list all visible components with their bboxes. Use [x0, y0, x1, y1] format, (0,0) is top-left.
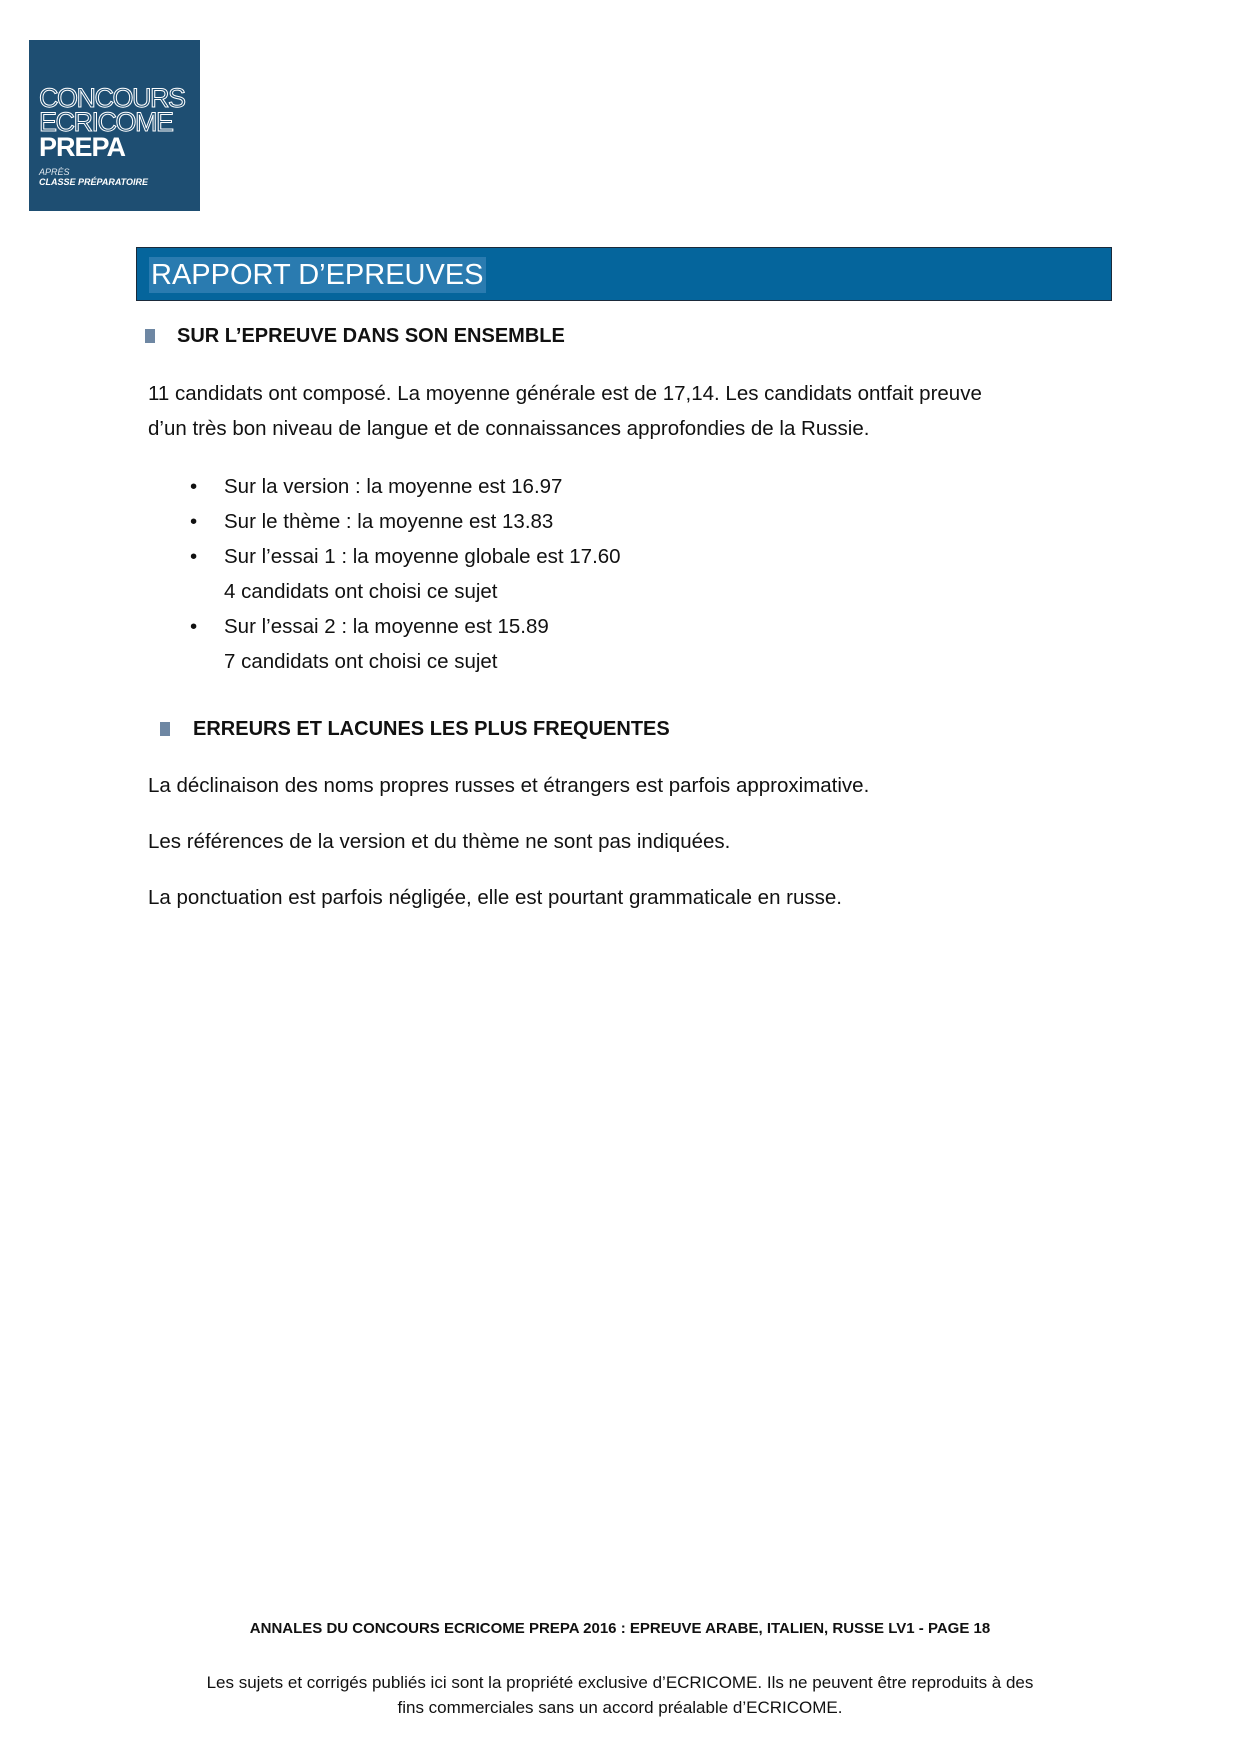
list-item-text: Sur l’essai 1 : la moyenne globale est 17.60 [224, 545, 621, 568]
section-heading-text: SUR L’EPREUVE DANS SON ENSEMBLE [177, 325, 565, 347]
logo-line-prepa: PREPA [39, 132, 126, 162]
square-bullet-icon [160, 722, 170, 736]
page-title: RAPPORT D’EPREUVES [151, 259, 484, 291]
footer-note-line-1: Les sujets et corrigés publiés ici sont la propriété exclusive d’ECRICOME. Ils ne peuvent être reproduits à des [206, 1673, 1034, 1692]
list-item-text: Sur l’essai 2 : la moyenne est 15.89 [224, 615, 549, 638]
list-item [190, 504, 621, 539]
list-item [190, 539, 621, 609]
logo-line-apres: APRÈS [39, 167, 70, 177]
bullet-dot-icon: • [190, 545, 198, 568]
bullet-dot-icon: • [190, 615, 198, 638]
section-heading-text: ERREURS ET LACUNES LES PLUS FREQUENTES [193, 718, 670, 740]
footer-title: ANNALES DU CONCOURS ECRICOME PREPA 2016 : EPREUVE ARABE, ITALIEN, RUSSE LV1 - PAGE 18 [249, 1620, 991, 1637]
list-item [190, 469, 621, 504]
list-item-text: Sur la version : la moyenne est 16.97 [224, 475, 563, 498]
list-item-subtext: 7 candidats ont choisi ce sujet [224, 650, 498, 673]
list-item-text: Sur le thème : la moyenne est 13.83 [224, 510, 554, 533]
paragraph-references: Les références de la version et du thème ne sont pas indiquées. [148, 830, 731, 853]
paragraph-ponctuation: La ponctuation est parfois négligée, elle est pourtant grammaticale en russe. [148, 886, 842, 909]
logo-line-classe: CLASSE PRÉPARATOIRE [39, 177, 149, 187]
square-bullet-icon [145, 329, 155, 343]
logo-line-ecricome: ECRICOME [39, 107, 173, 137]
results-list [190, 469, 621, 679]
list-item-subtext: 4 candidats ont choisi ce sujet [224, 580, 498, 603]
report-title-bar [136, 247, 1112, 301]
ecricome-logo [29, 40, 200, 211]
footer-note [0, 1670, 1240, 1720]
footer-note-line-2: fins commerciales sans un accord préalable d’ECRICOME. [397, 1698, 843, 1717]
logo-line-concours: CONCOURS [39, 83, 185, 113]
intro-line-1: 11 candidats ont composé. La moyenne générale est de 17,14. Les candidats ontfait preuve [148, 382, 982, 405]
bullet-dot-icon: • [190, 510, 198, 533]
list-item [190, 609, 621, 679]
intro-line-2: d’un très bon niveau de langue et de connaissances approfondies de la Russie. [148, 417, 870, 440]
paragraph-declinaison: La déclinaison des noms propres russes et étrangers est parfois approximative. [148, 774, 870, 797]
bullet-dot-icon: • [190, 475, 198, 498]
